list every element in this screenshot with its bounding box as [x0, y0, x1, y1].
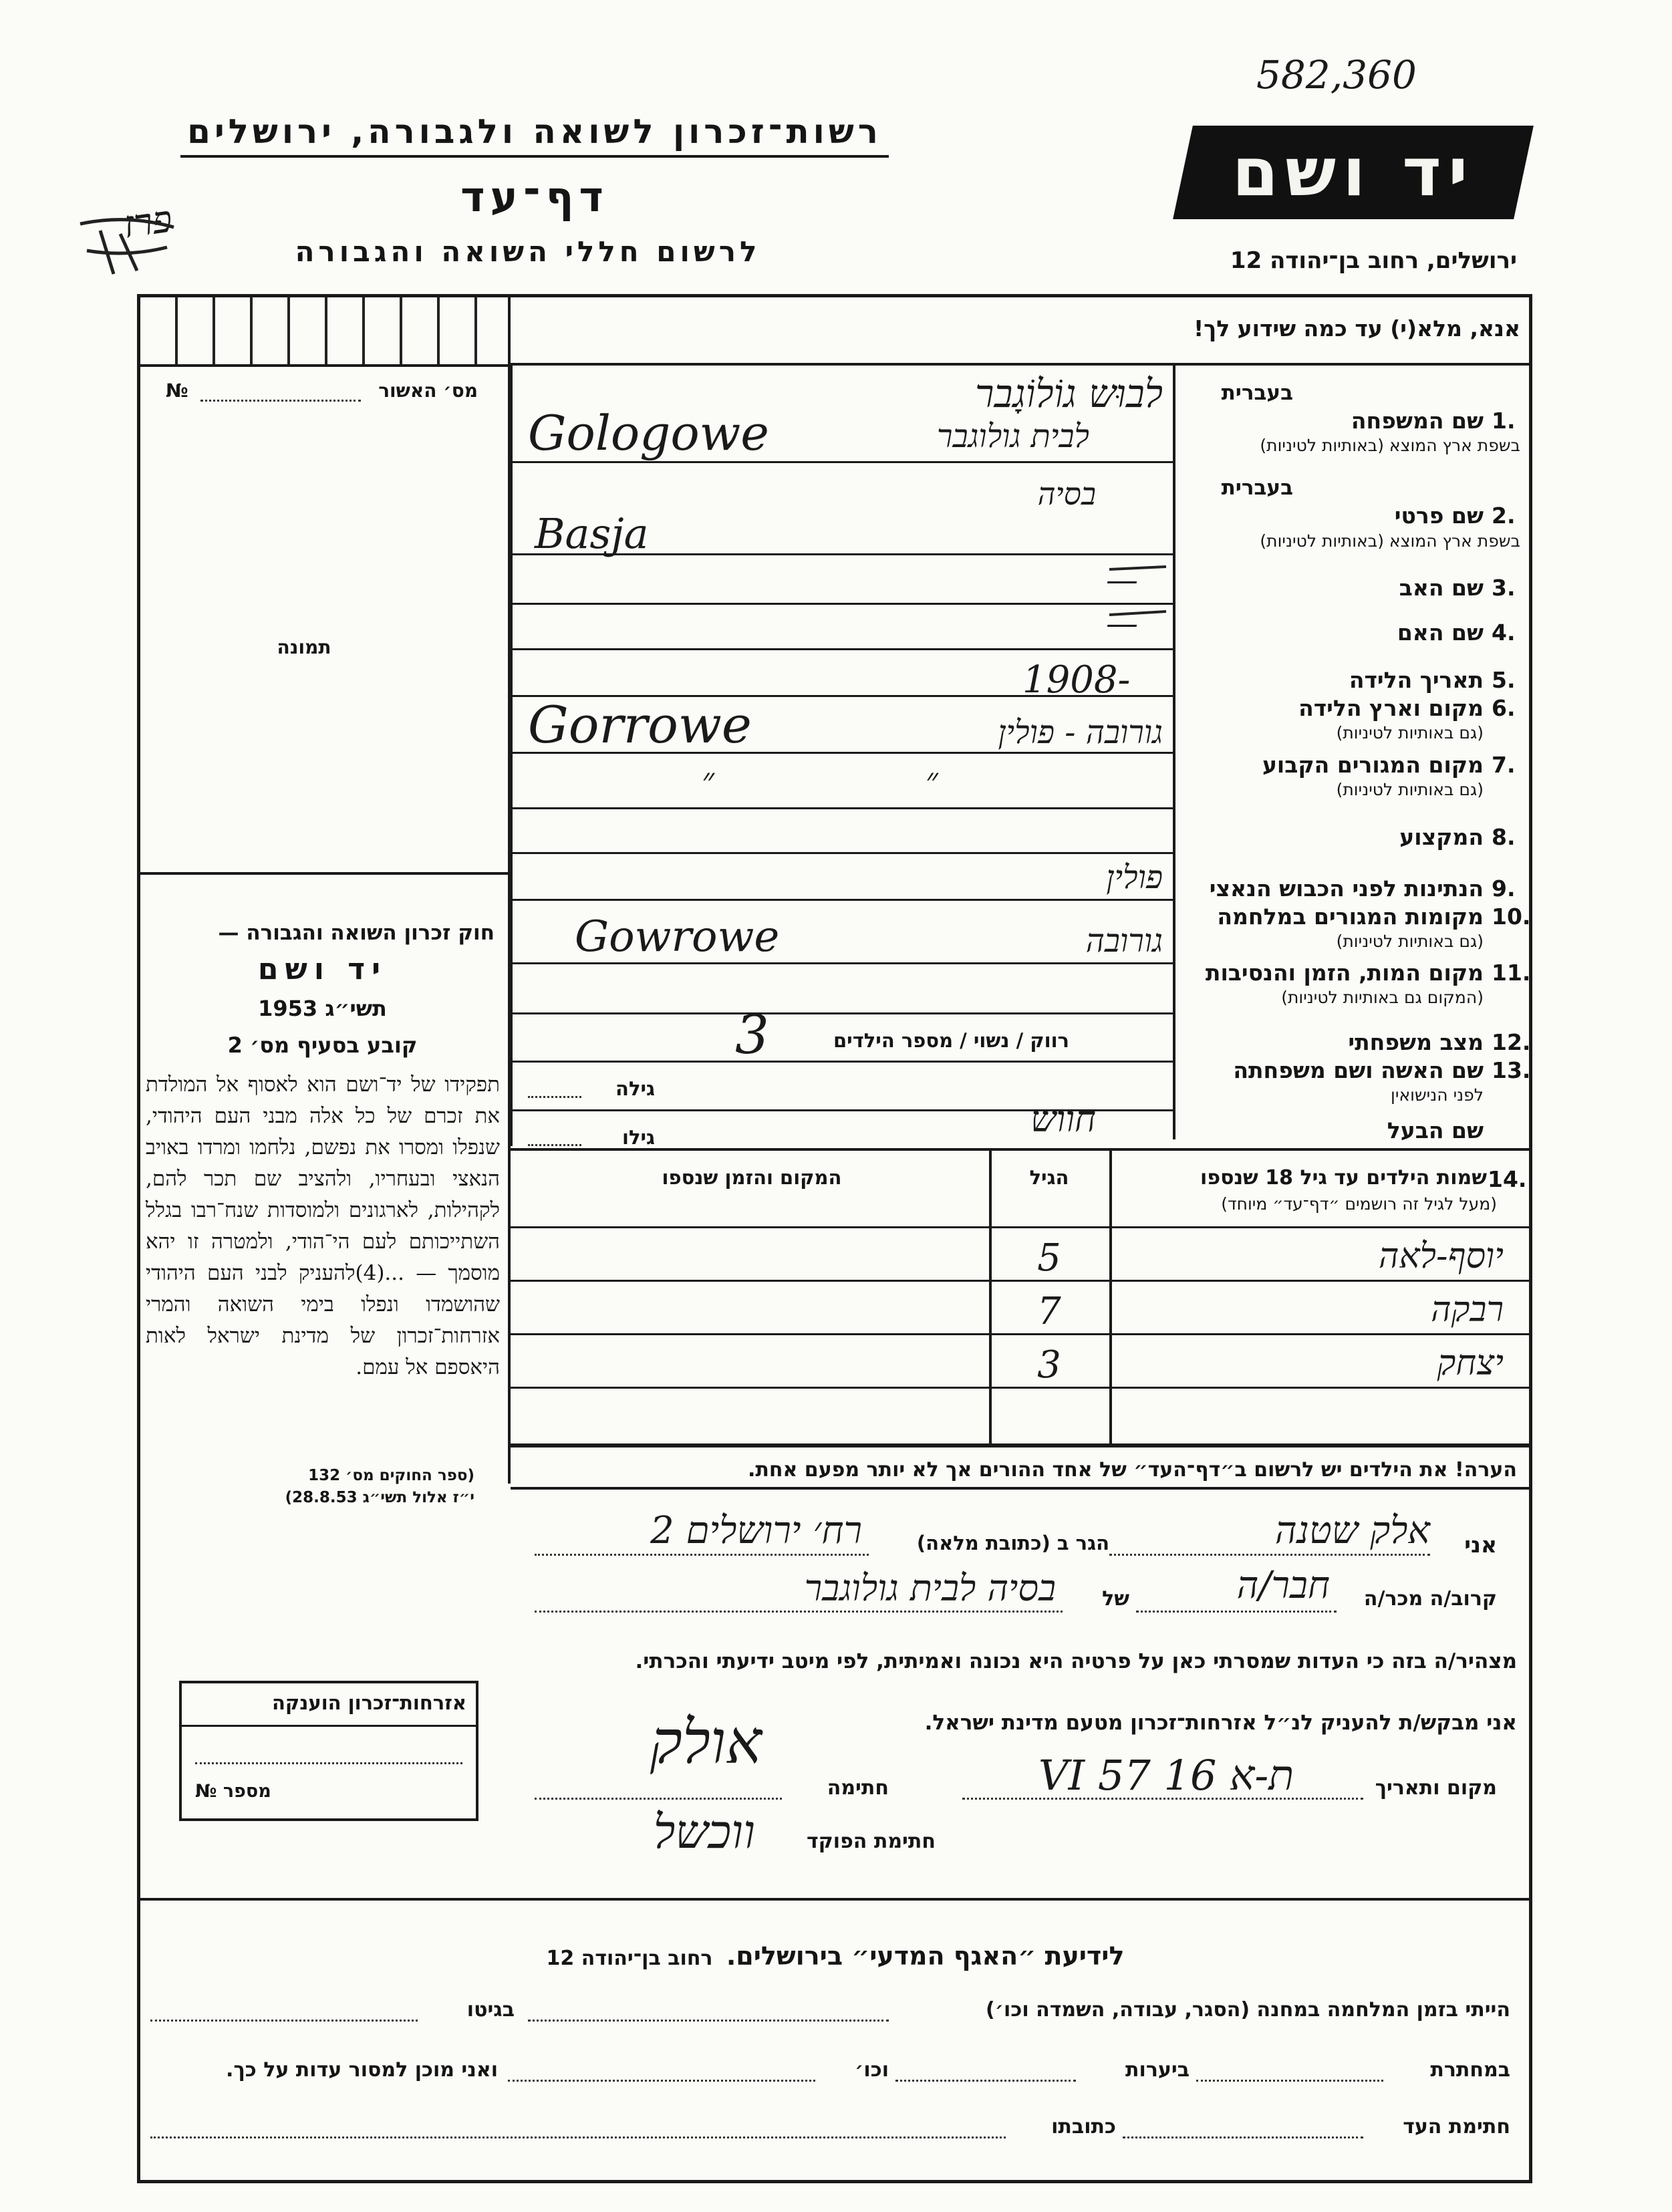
f9-num: 9. — [1492, 875, 1516, 902]
child-row-2-age: 7 — [1037, 1290, 1061, 1333]
col-place: המקום והזמן שנספו — [662, 1166, 842, 1189]
children-title: שמות הילדים עד גיל 18 שנספו — [1200, 1166, 1487, 1190]
law-clause: קובע בסעיף מס׳ 2 — [227, 1032, 418, 1058]
intro-text: אנא, מלא(י) עד כמה שידוע לך! — [1194, 315, 1520, 341]
place-date-value: ת-א 16 VI 57 — [1038, 1751, 1294, 1800]
f11-sub: (המקום גם באותיות לטיניות) — [1281, 988, 1484, 1007]
f2-num: 2. — [1492, 503, 1516, 529]
law-ref-2: י״ז אלול תשי״ג 28.8.53) — [285, 1489, 474, 1506]
footer-title-address: רחוב בן־יהודה 12 — [546, 1947, 713, 1970]
f7-label: מקום המגורים הקבוע — [1262, 752, 1484, 778]
f6-hebrew-value: גורובה - פולין — [998, 714, 1163, 751]
children-subtitle: (מעל לגיל זה רושמים ״דף־עד״ מיוחד) — [1221, 1194, 1497, 1214]
f6-sub: (גם באותיות לטיניות) — [1336, 723, 1484, 742]
f5-value: 1908- — [1022, 658, 1131, 702]
margin-note: פרז — [120, 197, 175, 247]
child-row-3-age: 3 — [1037, 1343, 1061, 1387]
f2-latin-value: Basja — [535, 509, 649, 558]
photo-label: תמונה — [277, 636, 331, 658]
f6-label: מקום וארץ הלידה — [1298, 695, 1484, 721]
of-label: של — [1102, 1587, 1129, 1611]
law-name: יד ושם — [257, 952, 388, 986]
f2-label: שם פרטי — [1394, 503, 1484, 529]
f10-latin-value: Gowrowe — [575, 912, 780, 962]
f4-num: 4. — [1492, 619, 1516, 646]
f7-num: 7. — [1492, 752, 1516, 778]
f2-hebrew-value: בסיה — [1037, 476, 1096, 512]
law-ref-1: (ספר החוקים מס׳ 132 — [308, 1467, 474, 1484]
footer-line2-a: במחתרת — [1430, 2058, 1510, 2082]
law-body: תפקידו של יד־ושם הוא לאסוף אל המולדת את זכרם של כל אלה מבני העם היהודי, שנפלו ומסרו את נפשם, נלחמו ומרדו באויב הנאצי ובעחריו, ולהציב שם תכר להם, לקהילות, לארגונים ולמוסדות שנח־רבו בגלל השתייכותם לעם הי־הודי, ולמטרה זו יהא מוסמך — ...(4)להעניק לבני העם היהודי שהושמדו ונפלו בימי השואה והמרי אזרחות־זכרון של מדינת ישראל לאות היאספם אל עמם. — [146, 1073, 500, 1379]
f3-label: שם האב — [1399, 575, 1484, 601]
declarant-address: רח׳ ירושלים 2 — [650, 1509, 862, 1552]
f6-num: 6. — [1492, 695, 1516, 721]
officer-label: חתימת הפוקד — [807, 1830, 936, 1853]
form-subtitle: לרשום חללי השואה והגבורה — [295, 235, 761, 268]
f3-num: 3. — [1492, 575, 1516, 601]
f2-sub: בשפת ארץ המוצא (באותיות לטיניות) — [1260, 531, 1520, 551]
institution-line: רשות־זכרון לשואה ולגבורה, ירושלים — [187, 112, 882, 151]
child-row-1-age: 5 — [1037, 1236, 1061, 1280]
f7-value: ״ ״ — [702, 761, 1038, 799]
form-title: דף־עד — [460, 172, 609, 221]
note-text: הערה! את הילדים יש לרשום ב״דף־העד״ של אחד ההורים אך לא יותר מפעם אחת. — [748, 1458, 1517, 1482]
footer-line2-d: ואני מוכן למסור עדות על כך. — [226, 2058, 498, 2082]
declarant-name: אלק שטנה — [1274, 1509, 1430, 1552]
logo-text: יד ושם — [1232, 133, 1475, 211]
col-age: הגיל — [1029, 1166, 1069, 1189]
f12-value: 3 — [735, 1004, 769, 1066]
f9-label: הנתינות לפני הכבוש הנאצי — [1209, 875, 1484, 902]
header-address: ירושלים, רחוב בן־יהודה 12 — [1230, 247, 1517, 274]
f3-value: — — [1106, 561, 1138, 599]
f7-sub: (גם באותיות לטיניות) — [1336, 780, 1484, 799]
f11-label: מקום המות, הזמן והנסיבות — [1205, 960, 1484, 986]
footer-line1-b: בגיטו — [466, 1998, 515, 2022]
f13-age-label: גילה — [615, 1077, 655, 1100]
f10-sub: (גם באותיות לטיניות) — [1336, 932, 1484, 951]
f11-num: 11. — [1492, 960, 1531, 986]
f1-label: שם המשפחה — [1351, 408, 1484, 434]
f10-hebrew-value: גורובה — [1085, 922, 1163, 960]
f9-value: פולין — [1106, 859, 1163, 896]
f1-latin-value: Gologowe — [528, 405, 769, 461]
footer-line1-a: הייתי בזמן המלחמה במחנה (הסגר, עבודה, השמדה וכו׳) — [986, 1998, 1510, 2022]
f5-label: תאריך הלידה — [1349, 667, 1484, 693]
child-row-1-name: יוסף-לאה — [1378, 1236, 1504, 1276]
f13-num: 13. — [1492, 1057, 1531, 1083]
law-year: תשי״ג 1953 — [258, 996, 387, 1021]
f4-value: — — [1106, 605, 1138, 642]
f10-num: 10. — [1492, 904, 1531, 930]
f1-num: 1. — [1492, 408, 1516, 434]
request-text: אני מבקש/ת להעניק לנ״ל אזרחות־זכרון מטעם מדינת ישראל. — [924, 1711, 1517, 1735]
f2-hebrew-tag: בעברית — [1221, 476, 1293, 500]
f1-hebrew-tag: בעברית — [1221, 381, 1293, 405]
f1-sub: בשפת ארץ המוצא (באותיות לטיניות) — [1260, 436, 1520, 455]
f6-latin-value: Gorrowe — [528, 695, 752, 754]
f13-sub: לפני הנישואין — [1391, 1085, 1484, 1105]
citizenship-no: № מספר — [195, 1781, 271, 1802]
children-num: 14. — [1488, 1166, 1527, 1192]
husband-value: חווש — [1030, 1098, 1096, 1140]
officer-signature: ווכשל — [653, 1804, 755, 1859]
f12-label: מצב משפחתי — [1348, 1029, 1484, 1055]
footer-line2-b: ביערות — [1125, 2058, 1190, 2082]
declarant-resides: הגר ב (כתובת מלאה) — [916, 1532, 1109, 1554]
approval-no: № — [166, 380, 188, 402]
child-row-2-name: רבקה — [1431, 1290, 1504, 1330]
husband-age-label: גילו — [622, 1126, 655, 1149]
f1-latin-note: לבית גולוגבר — [936, 418, 1089, 455]
f13-label: שם האשה ושם משפחתה — [1233, 1057, 1484, 1083]
f1-hebrew-value: לבוּש גוֹלוֹגָבר — [975, 371, 1163, 416]
footer-line3-b: כתובתו — [1051, 2115, 1116, 2138]
archive-number: 582,360 — [1256, 52, 1417, 98]
signature-label: חתימה — [827, 1776, 889, 1800]
f12-num: 12. — [1492, 1029, 1531, 1055]
declaration-text: מצהיר/ה בזה כי העדות שמסרתי כאן על פרטיה היא נכונה ואמיתית, לפי מיטב ידיעתי והכרתי. — [635, 1649, 1517, 1673]
footer-line2-c: וכו׳ — [855, 2058, 889, 2082]
relation: חבר/ה — [1236, 1564, 1330, 1607]
footer-line3-a: חתימת העד — [1403, 2115, 1510, 2138]
child-row-3-name: יצחק — [1437, 1343, 1504, 1383]
place-date-label: מקום ותאריך — [1375, 1776, 1497, 1800]
f12-options: רווק / נשוי / מספר הילדים — [833, 1029, 1069, 1052]
law-title: חוק זכרון השואה והגבורה — — [218, 921, 495, 945]
f4-label: שם האם — [1397, 619, 1484, 646]
f10-label: מקומות המגורים במלחמה — [1217, 904, 1484, 930]
declarant-ani: אני — [1464, 1532, 1497, 1558]
signature-value: אולק — [650, 1707, 762, 1778]
f5-num: 5. — [1492, 667, 1516, 693]
relative-label: קרוב/ה מכר/ה — [1363, 1587, 1497, 1611]
citizenship-title: אזרחות־זכרון הוענקה — [271, 1691, 466, 1714]
f8-num: 8. — [1492, 824, 1516, 850]
of-name: בסיה לבית גולוגבר — [804, 1567, 1056, 1609]
footer-title: לידיעת ״האגף המדעי״ בירושלים. — [726, 1941, 1125, 1971]
approval-label: מס׳ האשור — [378, 380, 478, 402]
f8-label: המקצוע — [1399, 824, 1484, 850]
husband-label: שם הבעל — [1387, 1117, 1484, 1143]
